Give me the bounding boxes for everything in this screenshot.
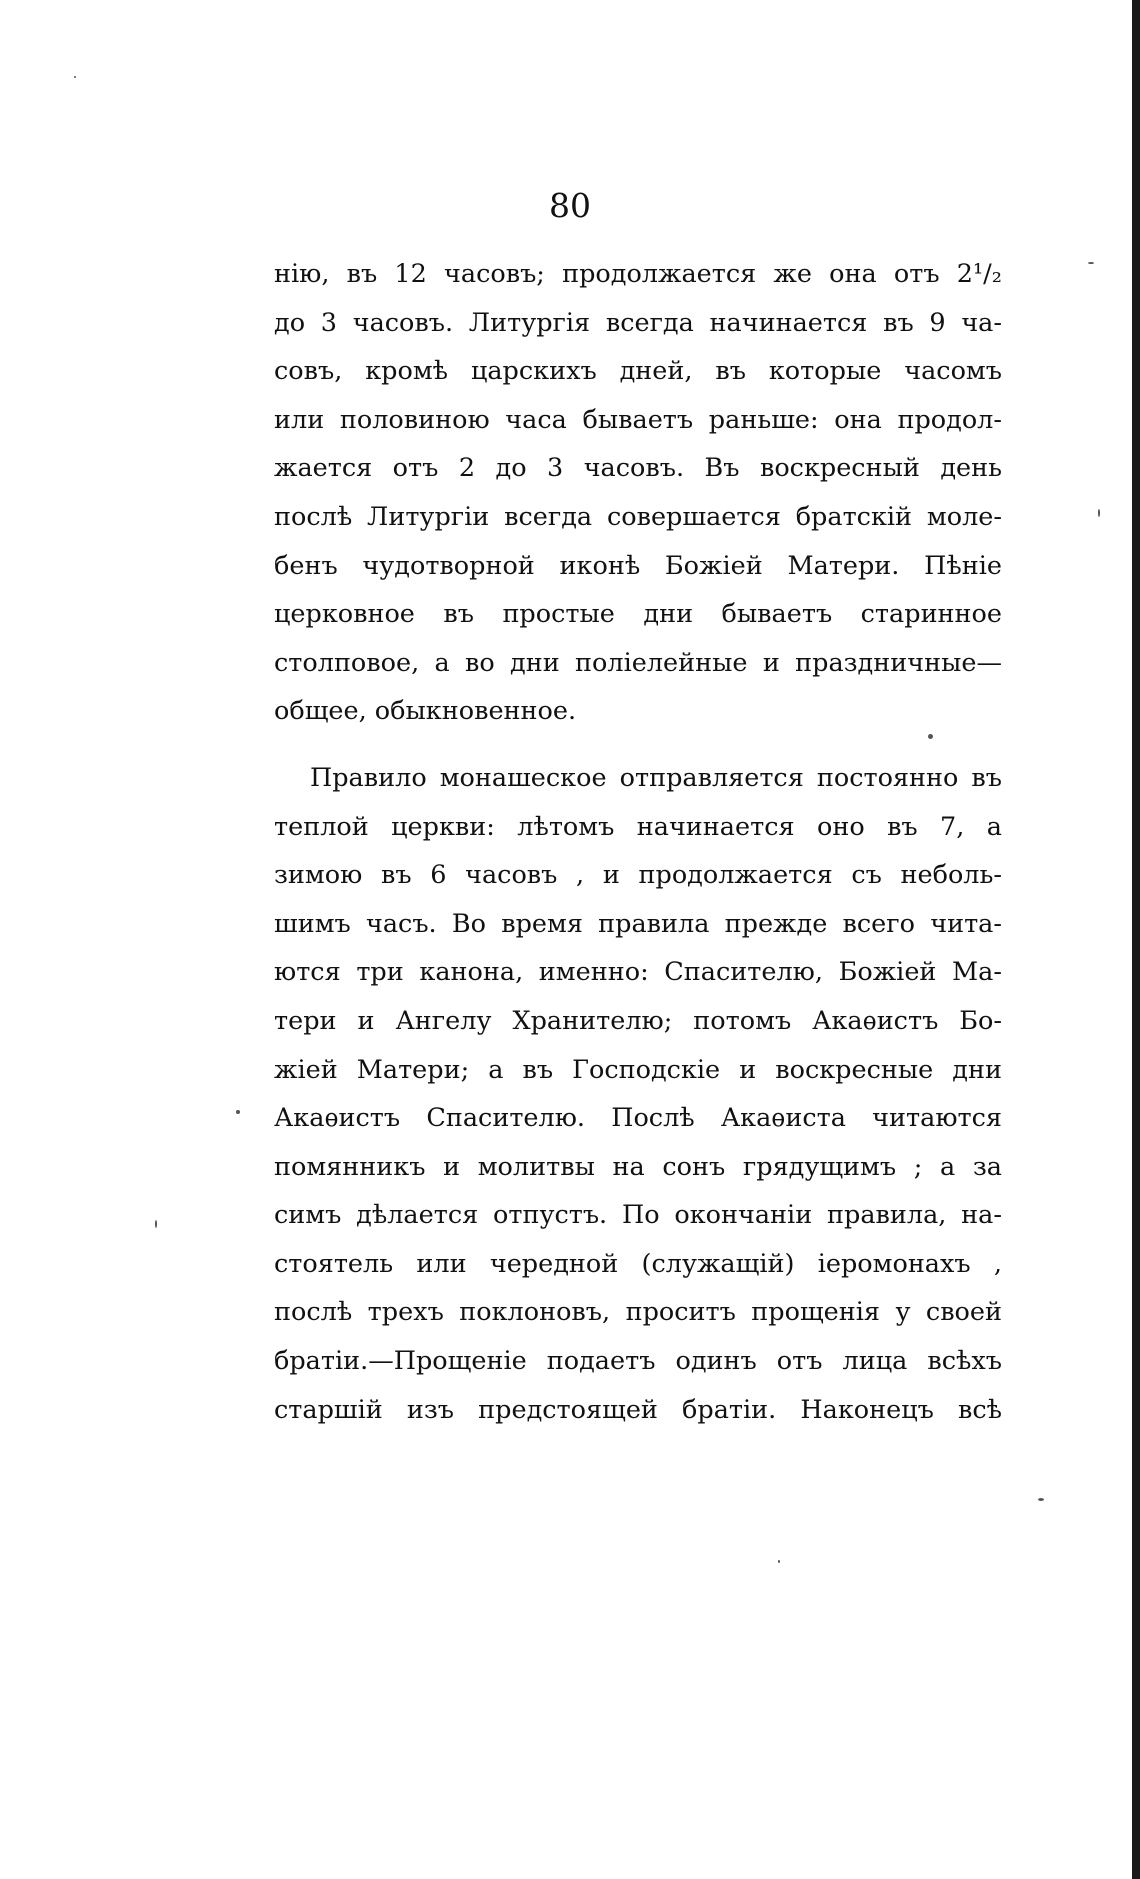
text-line: теплой церкви: лѣтомъ начинается оно въ 7, а [274, 811, 1002, 842]
scan-speck [155, 1220, 157, 1228]
text-line: или половиною часа бываетъ раньше: она продол- [274, 404, 1002, 435]
text-line: нію, въ 12 часовъ; продолжается же она отъ 2¹/₂ [274, 259, 1002, 289]
text-line: стоятель или чередной (служащій) іеромонахъ , [274, 1248, 1002, 1279]
scan-speck [778, 1560, 780, 1563]
text-line: послѣ трехъ поклоновъ, проситъ прощенія у своей [274, 1297, 1002, 1328]
text-line: жіей Матери; а въ Господскіе и воскресные дни [274, 1054, 1002, 1085]
page-number: 80 [549, 186, 591, 225]
scan-edge-shadow [1132, 0, 1140, 1879]
text-line: жается отъ 2 до 3 часовъ. Въ воскресный день [274, 453, 1002, 484]
text-line: Акаѳистъ Спасителю. Послѣ Акаѳиста читаются [274, 1103, 1002, 1134]
scan-speck [928, 734, 933, 739]
text-line: тери и Ангелу Хранителю; потомъ Акаѳистъ Бо- [274, 1005, 1002, 1036]
text-line: ются три канона, именно: Спасителю, Божіей Ма- [274, 957, 1002, 988]
text-line: братіи.—Прощеніе подаетъ одинъ отъ лица всѣхъ [274, 1346, 1002, 1377]
scan-speck [74, 76, 76, 78]
paragraph-gap [274, 736, 1002, 754]
text-line: послѣ Литургіи всегда совершается братскій молe- [274, 501, 1002, 532]
text-line: шимъ часъ. Во время правила прежде всего чита- [274, 908, 1002, 939]
scan-speck [1098, 509, 1100, 517]
text-line: бенъ чудотворной иконѣ Божіей Матери. Пѣніе [274, 550, 1002, 581]
scan-speck [1038, 1498, 1044, 1501]
text-line: помянникъ и молитвы на сонъ грядущимъ ; а за [274, 1151, 1002, 1182]
body-text [274, 250, 1002, 1434]
text-line: зимою въ 6 часовъ , и продолжается съ неболь- [274, 860, 1002, 891]
text-line: до 3 часовъ. Литургія всегда начинается въ 9 ча- [274, 307, 1002, 338]
scan-speck [236, 1110, 240, 1114]
text-line: Правило монашеское отправляется постоянно въ [310, 762, 1002, 793]
text-line: симъ дѣлается отпустъ. По окончаніи правила, на- [274, 1200, 1002, 1231]
scan-speck [1088, 262, 1094, 264]
paragraph [274, 250, 1002, 736]
paragraph [274, 754, 1002, 1434]
text-line: совъ, кромѣ царскихъ дней, въ которые часомъ [274, 356, 1002, 387]
text-line: церковное въ простые дни бываетъ старинное [274, 599, 1002, 630]
text-line: общее, обыкновенное. [274, 696, 577, 727]
text-line: столповое, а во дни поліелейные и праздничные— [274, 647, 1002, 678]
text-line: старшій изъ предстоящей братіи. Наконецъ всѣ [274, 1394, 1002, 1425]
